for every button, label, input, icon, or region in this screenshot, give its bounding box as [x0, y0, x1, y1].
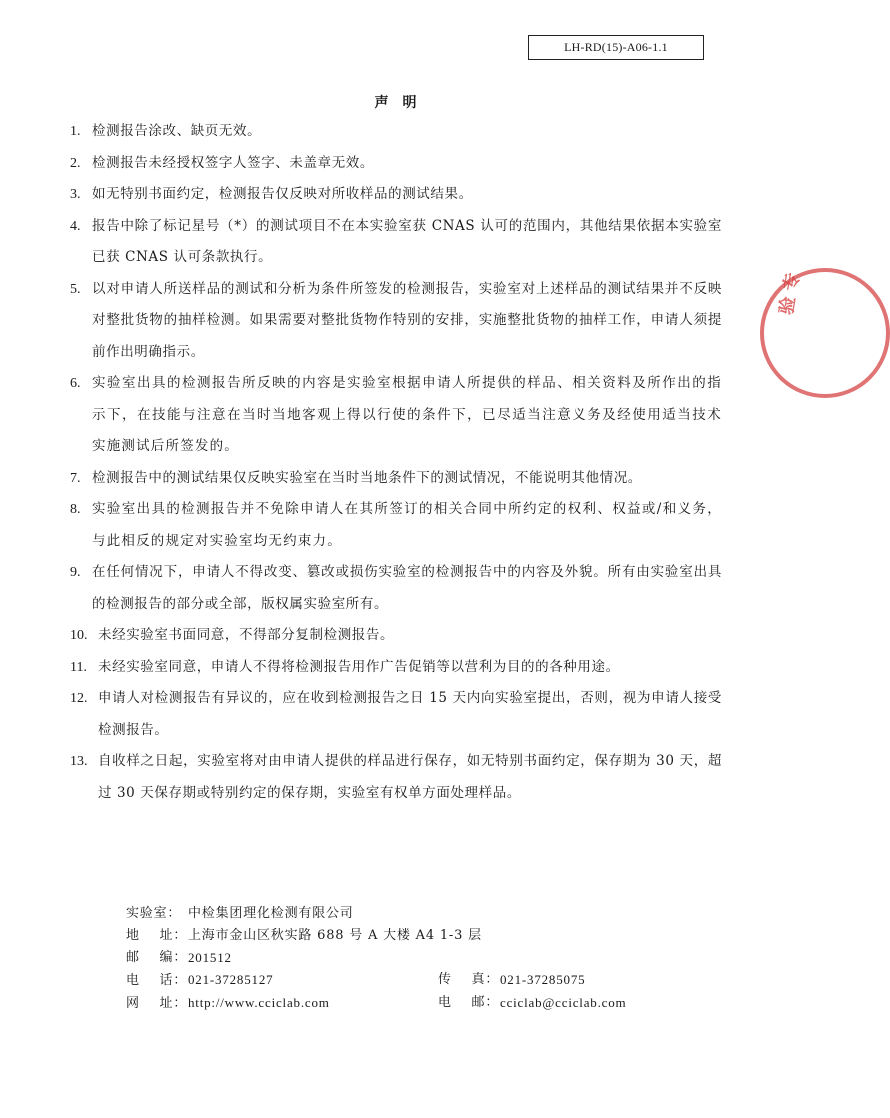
page-title: 声明 [374, 95, 431, 111]
statement-text: 报告中除了标记星号（*）的测试项目不在本实验室获 CNAS 认可的范围内，其他结果依据本实验室已获 CNAS 认可条款执行。 [92, 217, 722, 265]
website-link[interactable]: http://www.cciclab.com [188, 995, 330, 1010]
statement-item [70, 368, 722, 463]
statement-item [70, 463, 722, 495]
postcode-row [126, 947, 706, 969]
website-label: 网 址： [126, 996, 188, 1011]
statement-item [70, 746, 722, 809]
statement-number: 13. [70, 754, 88, 769]
phone-fax-row [126, 969, 706, 992]
statement-item [70, 116, 722, 148]
statement-item [70, 557, 722, 620]
lab-label: 实验室： [126, 906, 182, 921]
lab-name-row [126, 903, 706, 925]
statement-text: 以对申请人所送样品的测试和分析为条件所签发的检测报告，实验室对上述样品的测试结果并不反映对整批货物的抽样检测。如果需要对整批货物作特别的安排，实施整批货物的抽样工作，申请人须提前作出明确指示。 [92, 280, 722, 360]
document-code-box [528, 35, 704, 60]
phone-group [126, 969, 438, 992]
statement-item [70, 620, 722, 652]
statement-number: 4. [70, 218, 81, 234]
statement-number: 1. [70, 124, 81, 139]
lab-name: 中检集团理化检测有限公司 [188, 906, 354, 921]
statement-item [70, 148, 722, 180]
statement-item [70, 683, 722, 746]
statement-number: 7. [70, 470, 81, 486]
postcode-label: 邮 编： [126, 950, 188, 965]
statement-number: 11. [70, 659, 87, 675]
statement-item [70, 211, 722, 274]
website-group [126, 992, 438, 1015]
fax-label: 传 真： [438, 972, 500, 987]
statement-number: 2. [70, 155, 81, 171]
lab-contact-block [126, 903, 706, 1015]
statement-number: 6. [70, 376, 81, 391]
statement-item [70, 179, 722, 211]
statement-number: 3. [70, 187, 81, 202]
statement-item [70, 652, 722, 684]
email-link[interactable]: cciclab@cciclab.com [500, 995, 627, 1010]
statement-text: 未经实验室书面同意，不得部分复制检测报告。 [98, 627, 395, 643]
statement-list [70, 116, 722, 809]
document-code: LH-RD(15)-A06-1.1 [564, 40, 668, 54]
email-label: 电 邮： [438, 995, 500, 1010]
phone-label: 电 话： [126, 973, 188, 988]
statement-text: 实验室出具的检测报告并不免除申请人在其所签订的相关合同中所约定的权利、权益或/和义务，与此相反的规定对实验室均无约束力。 [92, 501, 722, 549]
seal-text: 验 专 [775, 271, 804, 317]
statement-number: 5. [70, 281, 81, 297]
red-seal-stamp [760, 268, 890, 398]
statement-item [70, 494, 722, 557]
statement-text: 检测报告中的测试结果仅反映实验室在当时当地条件下的测试情况，不能说明其他情况。 [92, 469, 642, 486]
statement-text: 如无特别书面约定，检测报告仅反映对所收样品的测试结果。 [92, 186, 473, 202]
statement-text: 自收样之日起，实验室将对由申请人提供的样品进行保存，如无特别书面约定，保存期为 30 天，超过 30 天保存期或特别约定的保存期，实验室有权单方面处理样品。 [98, 753, 722, 801]
address-row [126, 925, 706, 947]
statement-number: 12. [70, 691, 88, 706]
statement-item [70, 274, 722, 369]
phone-value: 021-37285127 [188, 972, 274, 987]
address-value: 上海市金山区秋实路 688 号 A 大楼 A4 1-3 层 [188, 928, 482, 943]
web-email-row [126, 992, 706, 1015]
statement-text: 申请人对检测报告有异议的，应在收到检测报告之日 15 天内向实验室提出，否则，视为申请人接受检测报告。 [98, 690, 722, 738]
statement-text: 检测报告未经授权签字人签字、未盖章无效。 [92, 154, 374, 171]
statement-number: 10. [70, 628, 88, 643]
statement-text: 实验室出具的检测报告所反映的内容是实验室根据申请人所提供的样品、相关资料及所作出的指示下，在技能与注意在当时当地客观上得以行使的条件下，已尽适当注意义务及经使用适当技术实施测试后所签发的。 [92, 375, 722, 454]
statement-number: 8. [70, 502, 81, 517]
statement-text: 未经实验室同意，申请人不得将检测报告用作广告促销等以营利为目的的各种用途。 [98, 658, 620, 675]
statement-text: 在任何情况下，申请人不得改变、篡改或损伤实验室的检测报告中的内容及外貌。所有由实验室出具的检测报告的部分或全部，版权属实验室所有。 [92, 564, 722, 612]
statement-text: 检测报告涂改、缺页无效。 [92, 123, 262, 139]
fax-value: 021-37285075 [500, 972, 586, 987]
postcode-value: 201512 [188, 950, 232, 965]
address-label: 地 址： [126, 928, 188, 943]
statement-number: 9. [70, 565, 81, 580]
